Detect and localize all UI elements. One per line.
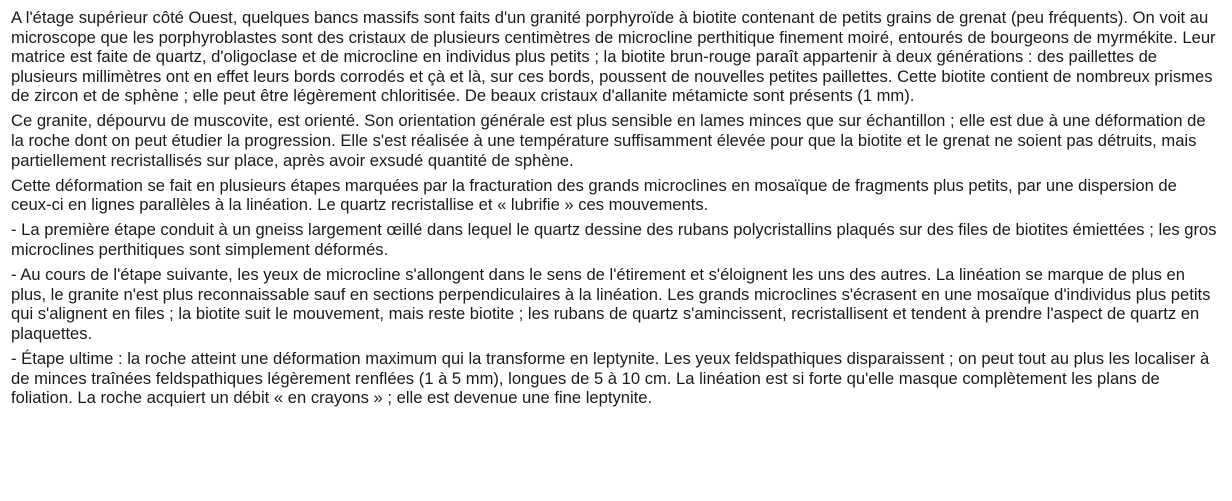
paragraph-final-stage: - Étape ultime : la roche atteint une déformation maximum qui la transforme en leptynite. Les yeux feldspathiques disparaissent ; on peut tout au plus les localiser à de minces traînées feldspathiques légèrement renflées (1 à 5 mm), longues de 5 à 10 cm. La linéation est si forte qu'elle masque complètement les plans de foliation. La roche acquiert un débit « en crayons » ; elle est devenue une fine leptynite. xyxy=(11,349,1210,408)
paragraph-upper-granite: A l'étage supérieur côté Ouest, quelques bancs massifs sont faits d'un granité porphyroïde à biotite contenant de petits grains de grenat (peu fréquents). On voit au microscope que les porphyroblastes sont des cristaux de plusieurs centimètres de microcline perthitique finement moiré, entourés de bourgeons de myrmékite. Leur matrice est faite de quartz, d'oligoclase et de microcline en individus plus petits ; la biotite brun-rouge paraît appartenir à deux générations : des paillettes de plusieurs millimètres ont en effet leurs bords corrodés et çà et là, sur ces bords, poussent de nouvelles petites paillettes. Cette biotite contient de nombreux prismes de zircon et de sphène ; elle peut être légèrement chloritisée. De beaux cristaux d'allanite métamicte sont présents (1 mm). xyxy=(11,8,1216,106)
paragraph-deformation-stages: Cette déformation se fait en plusieurs étapes marquées par la fracturation des grands microclines en mosaïque de fragments plus petits, par une dispersion de ceux-ci en lignes parallèles à la linéation. Le quartz recristallise et « lubrifie » ces mouvements. xyxy=(11,175,1177,215)
paragraph-first-stage: - La première étape conduit à un gneiss largement œillé dans lequel le quartz dessine des rubans polycristallins plaqués sur des files de biotites émiettées ; les gros microclines perthitiques sont simplement déformés. xyxy=(11,220,1217,260)
paragraph-next-stage: - Au cours de l'étape suivante, les yeux de microcline s'allongent dans le sens de l'étirement et s'éloignent les uns des autres. La linéation se marque de plus en plus, le granite n'est plus reconnaissable sauf en sections perpendiculaires à la linéation. Les grands microclines s'écrasent en une mosaïque d'individus plus petits qui s'alignent en files ; la biotite suit le mouvement, mais reste biotite ; les rubans de quartz s'amincissent, recristallisent et tendent à prendre l'aspect de quartz en plaquettes. xyxy=(11,265,1211,343)
paragraph-orientation: Ce granite, dépourvu de muscovite, est orienté. Son orientation générale est plus sensible en lames minces que sur échantillon ; elle est due à une déformation de la roche dont on peut étudier la progression. Elle s'est réalisée à une température suffisamment élevée pour que la biotite et le grenat ne soient pas détruits, mais partiellement recristallisés sur place, après avoir exsudé quantité de sphène. xyxy=(11,111,1206,170)
